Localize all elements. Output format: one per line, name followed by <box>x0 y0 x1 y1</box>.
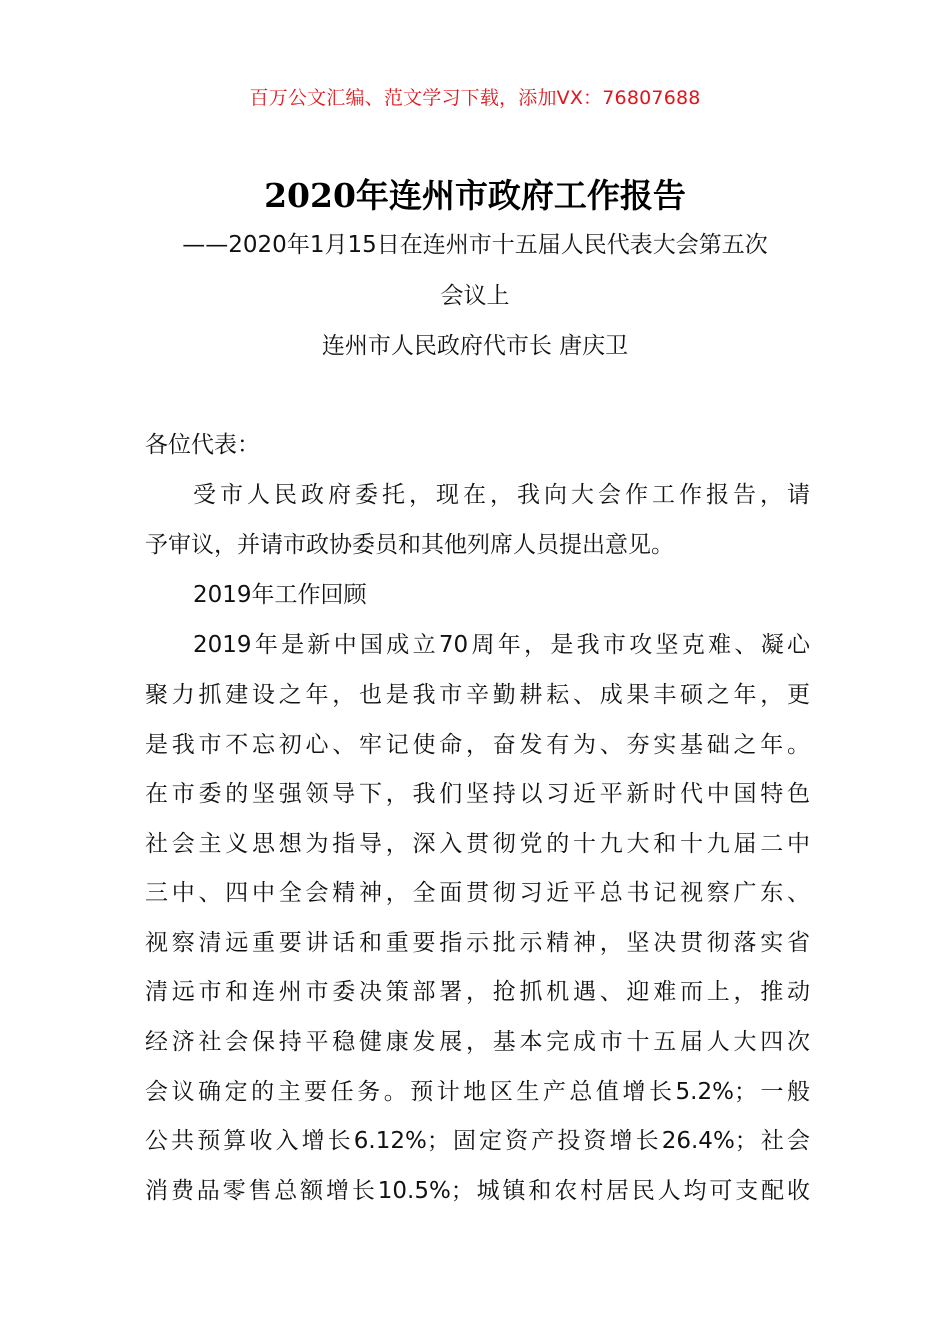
document-subtitle-line-2: 会议上 <box>440 283 510 309</box>
document-title: 2020年连州市政府工作报告 <box>264 176 686 215</box>
body-line: 视察清远重要讲话和重要指示批示精神，坚决贯彻落实省 <box>145 930 810 956</box>
section-heading: 2019年工作回顾 <box>193 582 367 608</box>
document-subtitle-line-1: ——2020年1月15日在连州市十五届人民代表大会第五次 <box>182 232 768 258</box>
body-line: 经济社会保持平稳健康发展，基本完成市十五届人大四次 <box>145 1029 810 1055</box>
body-line: 受市人民政府委托，现在，我向大会作工作报告，请 <box>193 482 810 508</box>
body-line: 清远市和连州市委决策部署，抢抓机遇、迎难而上，推动 <box>145 979 810 1005</box>
body-line: 是我市不忘初心、牢记使命，奋发有为、夯实基础之年。 <box>145 732 810 758</box>
promo-banner: 百万公文汇编、范文学习下载，添加VX：76807688 <box>249 87 701 109</box>
body-line: 消费品零售总额增长10.5%；城镇和农村居民人均可支配收 <box>145 1178 810 1204</box>
document-byline: 连州市人民政府代市长 唐庆卫 <box>321 333 629 359</box>
body-line: 在市委的坚强领导下，我们坚持以习近平新时代中国特色 <box>145 781 810 807</box>
body-line: 予审议，并请市政协委员和其他列席人员提出意见。 <box>145 532 674 558</box>
salutation: 各位代表： <box>145 432 260 458</box>
body-line: 社会主义思想为指导，深入贯彻党的十九大和十九届二中 <box>145 831 810 857</box>
body-line: 会议确定的主要任务。预计地区生产总值增长5.2%；一般 <box>145 1079 810 1105</box>
body-line: 公共预算收入增长6.12%；固定资产投资增长26.4%；社会 <box>145 1128 810 1154</box>
body-line: 聚力抓建设之年，也是我市辛勤耕耘、成果丰硕之年，更 <box>145 682 810 708</box>
body-line: 三中、四中全会精神，全面贯彻习近平总书记视察广东、 <box>145 880 810 906</box>
body-line: 2019年是新中国成立70周年，是我市攻坚克难、凝心 <box>193 632 810 658</box>
